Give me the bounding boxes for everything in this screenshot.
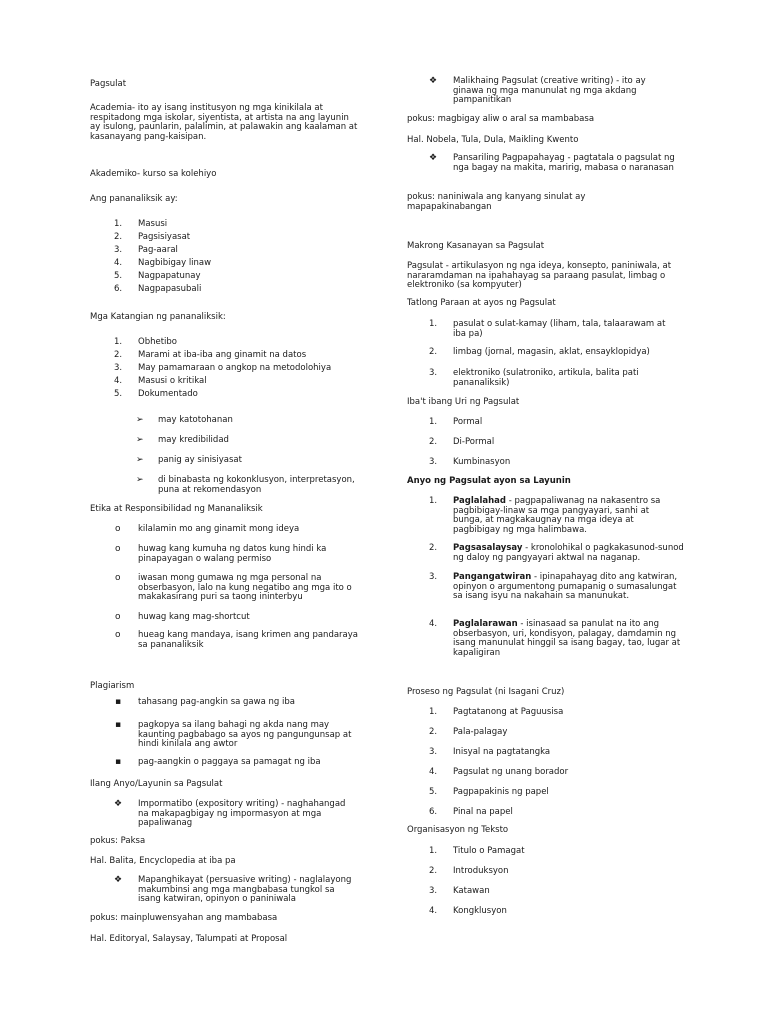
arrow-bullet-icon: ➢	[136, 435, 144, 445]
diamond-bullet-icon: ❖	[114, 875, 123, 885]
diamond-bullet-icon: ❖	[114, 799, 123, 809]
uri-heading: Iba't ibang Uri ng Pagsulat	[407, 397, 520, 407]
pokus-mainpluwensyahan: pokus: mainpluwensyahan ang mambabasa	[90, 913, 278, 923]
pananaliksik-heading: Ang pananaliksik ay:	[90, 194, 178, 204]
pokus-aliw: pokus: magbigay aliw o aral sa mambabasa	[407, 114, 595, 124]
term-label: Paglalarawan	[453, 619, 518, 629]
academia-definition: Academia- ito ay isang institusyon ng mga kinikilala at respitadong mga iskolar, siyentista, at artista na ang layunin ay isulong, paunlarin, palalimin, at palawakin ang kaalaman at kasanayang pang-kaisipan.	[90, 103, 358, 142]
circle-bullet-icon: o	[115, 544, 121, 554]
square-bullet-icon: ▪	[115, 697, 122, 707]
term-label: Pangangatwiran	[453, 572, 532, 582]
hal-nobela: Hal. Nobela, Tula, Dula, Maikling Kwento	[407, 135, 579, 145]
proseso-heading: Proseso ng Pagsulat (ni Isagani Cruz)	[407, 687, 565, 697]
tatlong-heading: Tatlong Paraan at ayos ng Pagsulat	[407, 298, 556, 308]
katangian-heading: Mga Katangian ng pananaliksik:	[90, 312, 226, 322]
term-label: Pagsasalaysay	[453, 543, 523, 553]
akademiko-definition: Akademiko- kurso sa kolehiyo	[90, 169, 217, 179]
hal-editoryal: Hal. Editoryal, Salaysay, Talumpati at Proposal	[90, 934, 288, 944]
makrong-heading: Makrong Kasanayan sa Pagsulat	[407, 241, 545, 251]
circle-bullet-icon: o	[115, 612, 121, 622]
pagsulat-definition: Pagsulat - artikulasyon ng nga ideya, konsepto, paniniwala, at nararamdaman na ipahahayag sa paraang pasulat, limbag o elektroniko (sa kompyuter)	[407, 261, 672, 291]
doc-title: Pagsulat	[90, 79, 127, 89]
layunin-heading: Anyo ng Pagsulat ayon sa Layunin	[407, 476, 571, 486]
term-description: - isinasaad sa panulat na ito ang obserbasyon, uri, kondisyon, palagay, damdamin ng isang manunulat hinggil sa isang bagay, tao, lugar at kapaligiran	[453, 619, 681, 658]
diamond-bullet-icon: ❖	[429, 153, 438, 163]
etika-heading: Etika at Responsibilidad ng Mananaliksik	[90, 504, 263, 514]
arrow-bullet-icon: ➢	[136, 455, 144, 465]
plagiarism-heading: Plagiarism	[90, 681, 135, 691]
arrow-bullet-icon: ➢	[136, 475, 144, 485]
anyo-heading: Ilang Anyo/Layunin sa Pagsulat	[90, 779, 223, 789]
circle-bullet-icon: o	[115, 630, 121, 640]
square-bullet-icon: ▪	[115, 757, 122, 767]
pokus-paksa: pokus: Paksa	[90, 836, 146, 846]
arrow-bullet-icon: ➢	[136, 415, 144, 425]
square-bullet-icon: ▪	[115, 720, 122, 730]
term-description: - kronolohikal o pagkakasunod-sunod ng daloy ng pangyayari aktwal na naganap.	[453, 543, 684, 563]
organisasyon-heading: Organisasyon ng Teksto	[407, 825, 509, 835]
pokus-naniniwala: pokus: naniniwala ang kanyang sinulat ay mapapakinabangan	[407, 192, 586, 212]
term-label: Paglalahad	[453, 496, 506, 506]
hal-balita: Hal. Balita, Encyclopedia at iba pa	[90, 856, 236, 866]
term-description: - ipinapahayag dito ang katwiran, opinyon o argumentong pumapanig o sumasalungat sa isang isyu na nakahain sa manunukat.	[453, 572, 678, 602]
circle-bullet-icon: o	[115, 524, 121, 534]
diamond-bullet-icon: ❖	[429, 76, 438, 86]
circle-bullet-icon: o	[115, 573, 121, 583]
term-description: - pagpapaliwanag na nakasentro sa pagbibigay-linaw sa mga pangyayari, sanhi at bunga, at magkakaugnay na mga ideya at pagbibigay ng mga halimbawa.	[453, 496, 661, 535]
